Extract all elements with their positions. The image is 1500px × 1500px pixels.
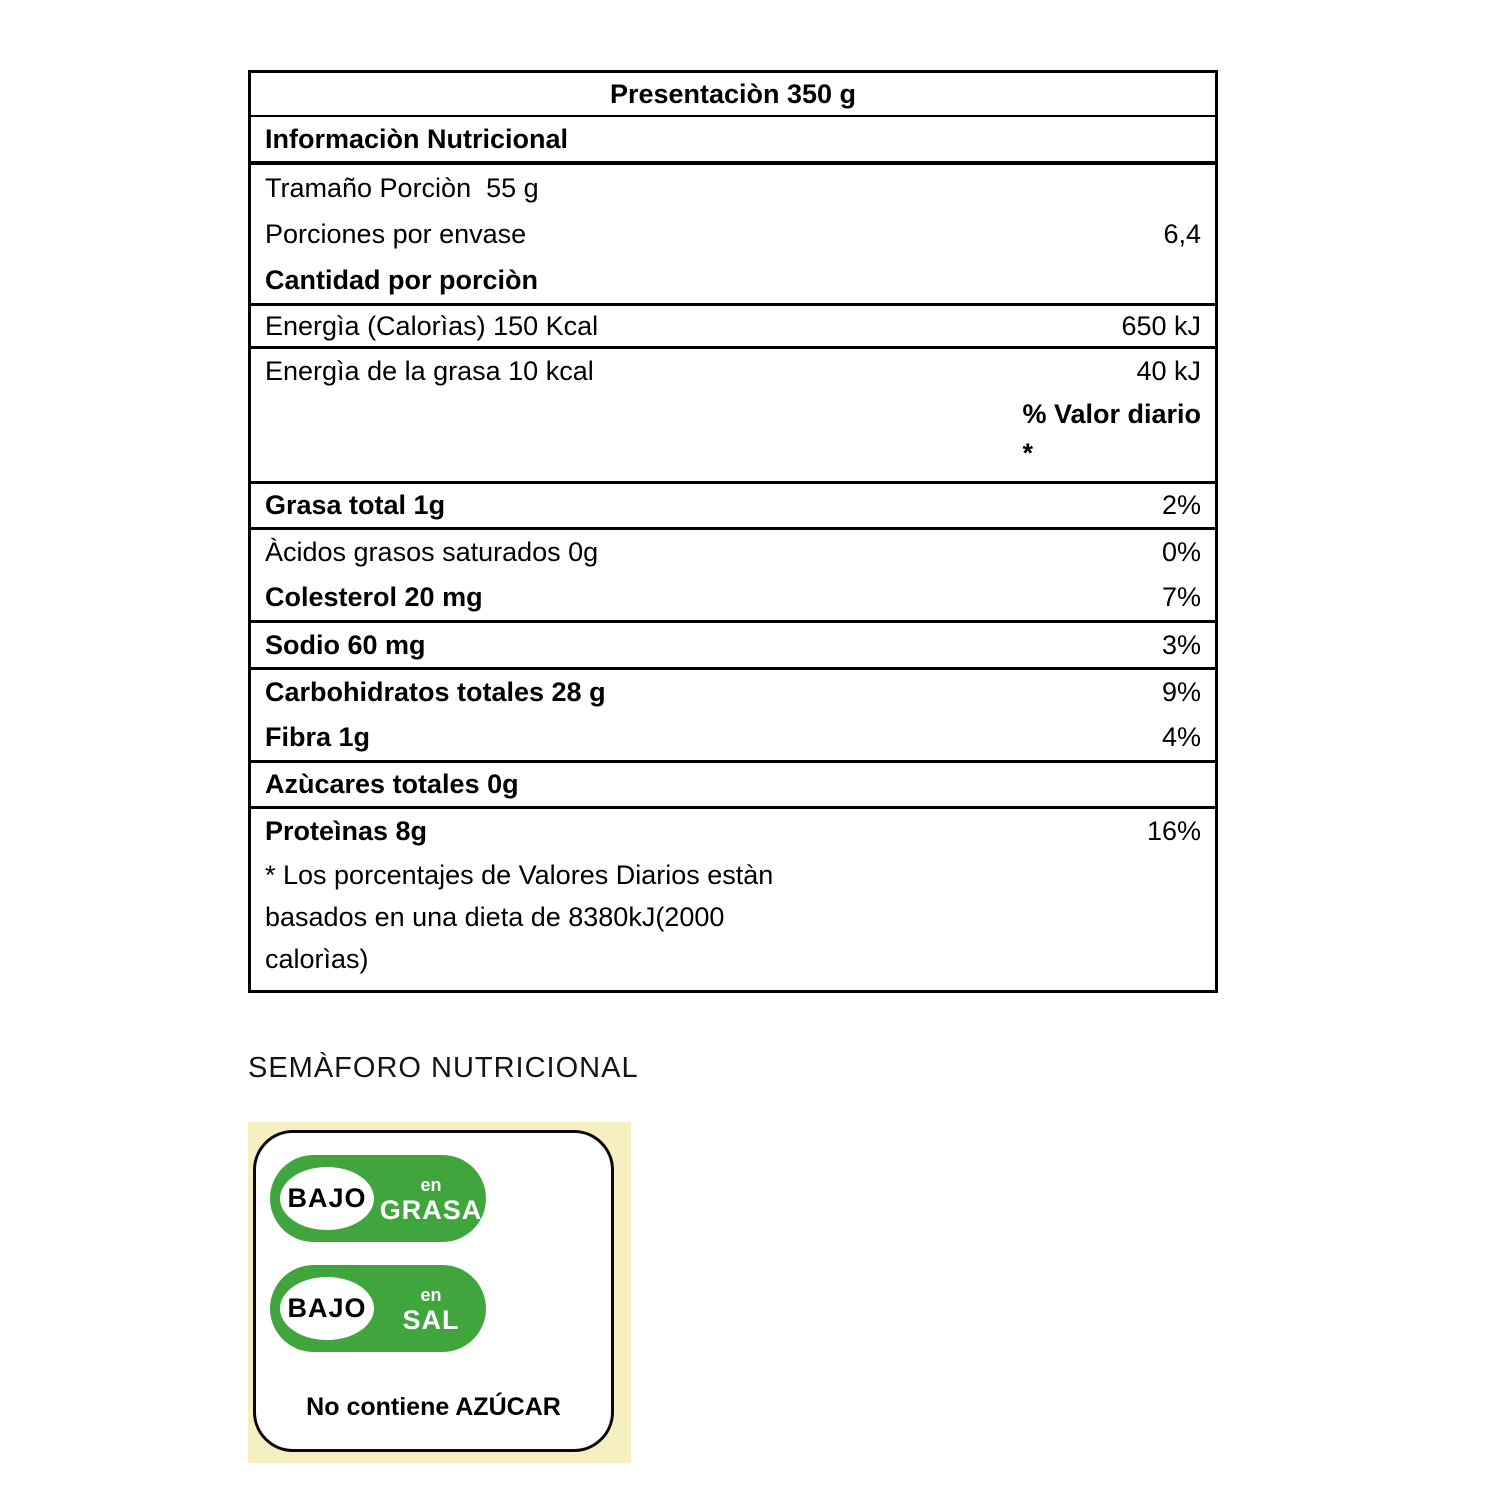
nutrient-row-azucares: Azùcares totales 0g [265, 769, 519, 799]
nutrient-label: Grasa total 1g [265, 490, 446, 520]
nutrient-label: Sodio 60 mg [265, 629, 426, 660]
energy-fat-row [251, 349, 1215, 394]
carb-section [251, 670, 1215, 763]
badge-prefix: en [420, 1284, 442, 1305]
nutrient-label: Carbohidratos totales 28 g [265, 677, 606, 707]
footnote-line: * Los porcentajes de Valores Diarios estàn [265, 859, 774, 890]
badge-level-label: BAJO [287, 1293, 367, 1323]
badge-level-label: BAJO [287, 1183, 367, 1213]
nutrient-row-colesterol [251, 575, 1215, 620]
energy-fat-value: 40 kJ [1136, 356, 1201, 386]
semaforo-heading: SEMÀFORO NUTRICIONAL [248, 1052, 639, 1084]
energy-label: Energìa (Calorìas) 150 Kcal [265, 310, 599, 341]
portion-size: Tramaño Porciòn 55 g [265, 172, 539, 203]
footnote-line: calorìas) [265, 943, 369, 974]
nutrient-label: Àcidos grasos saturados 0g [265, 537, 599, 567]
bajo-circle-icon [273, 1270, 381, 1347]
nutrient-row-fibra [251, 715, 1215, 760]
table-title: Presentaciòn 350 g [609, 78, 857, 109]
nutrient-value: 9% [1161, 677, 1201, 707]
daily-value-symbol: * [1022, 438, 1033, 468]
servings-per-pack-value: 6,4 [1163, 218, 1201, 249]
nutrient-label: Fibra 1g [265, 722, 371, 752]
bajo-circle-icon [273, 1160, 381, 1237]
nutrient-value: 3% [1161, 629, 1201, 660]
daily-value-header-block [251, 394, 1215, 481]
footnote-line: basados en una dieta de 8380kJ(2000 [265, 901, 725, 932]
nutrient-row-proteinas [251, 809, 1215, 854]
nutrient-label: Proteìnas 8g [265, 816, 428, 846]
badge-text [379, 1155, 483, 1242]
protein-footnote-section [251, 809, 1215, 990]
nutrient-value: 7% [1161, 582, 1201, 612]
semaforo-card [253, 1130, 614, 1452]
nutrient-value: 2% [1161, 490, 1201, 520]
badge-bajo-grasa [270, 1155, 486, 1242]
servings-per-pack-label: Porciones por envase [265, 218, 527, 249]
no-sugar-text: No contiene AZÚCAR [306, 1393, 561, 1421]
nutrient-row-sodio [251, 623, 1215, 667]
nutrient-row-carbohidratos [251, 670, 1215, 715]
nutrition-table [248, 70, 1218, 993]
energy-row [251, 306, 1215, 346]
serving-section [251, 165, 1215, 306]
energy-fat-section [251, 349, 1215, 484]
nutrient-row-grasa-total [251, 484, 1215, 527]
energy-value: 650 kJ [1121, 310, 1201, 341]
badge-bajo-sal [270, 1265, 486, 1352]
servings-per-pack-row [251, 211, 1215, 257]
badge-nutrient: SAL [402, 1304, 460, 1335]
amount-per-portion: Cantidad por porciòn [265, 264, 538, 295]
badge-prefix: en [420, 1174, 442, 1195]
table-section-header: Informaciòn Nutricional [265, 123, 569, 154]
daily-value-header: % Valor diario [1022, 399, 1201, 429]
nutrient-value: 4% [1161, 722, 1201, 752]
badge-text [382, 1265, 480, 1352]
nutrient-value: 0% [1161, 537, 1201, 567]
fat-detail-section [251, 530, 1215, 623]
semaforo-panel [248, 1122, 631, 1463]
nutrient-label: Colesterol 20 mg [265, 582, 483, 612]
energy-fat-label: Energìa de la grasa 10 kcal [265, 356, 594, 386]
badge-nutrient: GRASA [379, 1194, 483, 1225]
nutrient-row-acidos-grasos [251, 530, 1215, 575]
nutrient-value: 16% [1146, 816, 1201, 846]
footnote [251, 854, 1215, 990]
